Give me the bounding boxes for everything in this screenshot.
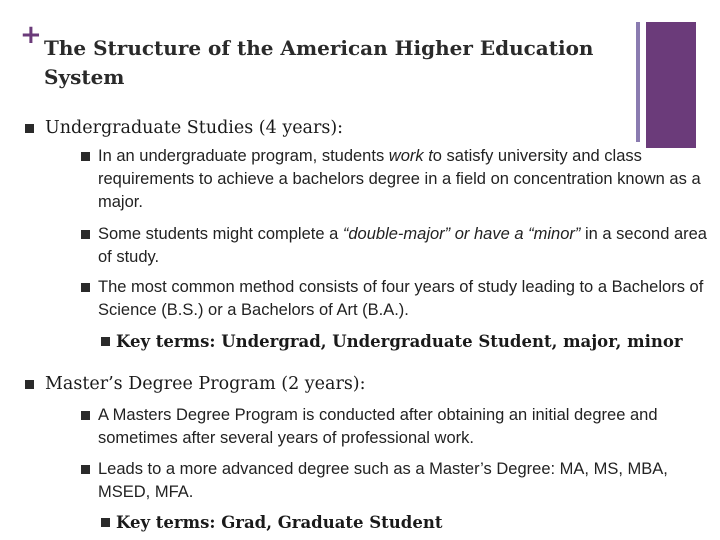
decorative-bar-thick: [646, 22, 696, 148]
list-item: [98, 223, 718, 269]
list-item: [98, 276, 718, 322]
bullet-icon: [81, 230, 90, 239]
bullet-icon: [81, 411, 90, 420]
point-text: Some students might complete a: [98, 225, 343, 243]
point-emphasis: work t: [388, 147, 433, 165]
point-text-rest: in a second area of study.: [98, 225, 707, 266]
bullet-icon: [81, 152, 90, 161]
bullet-icon: [101, 518, 110, 527]
key-terms-undergraduate: [116, 330, 716, 353]
key-terms-masters: [116, 511, 716, 534]
bullet-icon: [81, 283, 90, 292]
section-heading-text: Undergraduate Studies (4 years):: [45, 118, 344, 138]
point-text: Leads to a more advanced degree such as a Master’s Degree: MA, MS, MBA, MSED, MFA.: [98, 460, 668, 501]
section-heading-undergraduate: [45, 116, 343, 140]
bullet-icon: [25, 124, 34, 133]
bullet-icon: [81, 465, 90, 474]
slide-title: The Structure of the American Higher Education System: [44, 36, 594, 89]
list-item: [98, 145, 718, 214]
list-item: [98, 404, 718, 450]
point-emphasis: “double-major” or have a “minor”: [342, 225, 581, 243]
plus-mark: +: [20, 20, 42, 50]
key-terms-text: Key terms: Grad, Graduate Student: [116, 513, 443, 532]
decorative-bar-thin: [636, 22, 640, 142]
section-heading-masters: [45, 372, 366, 396]
point-text: The most common method consists of four years of study leading to a Bachelors of Science (B.S.) or a Bachelors of Art (B.A.).: [98, 278, 704, 319]
point-text: A Masters Degree Program is conducted after obtaining an initial degree and sometimes after several years of professional work.: [98, 406, 658, 447]
bullet-icon: [101, 337, 110, 346]
point-text-rest: o satisfy university and class requirements to achieve a bachelors degree in a field on concentration known as a major.: [98, 147, 701, 211]
section-heading-text: Master’s Degree Program (2 years):: [45, 374, 366, 394]
list-item: [98, 458, 718, 504]
point-text: In an undergraduate program, students: [98, 147, 389, 165]
bullet-icon: [25, 380, 34, 389]
key-terms-text: Key terms: Undergrad, Undergraduate Student, major, minor: [116, 332, 683, 351]
